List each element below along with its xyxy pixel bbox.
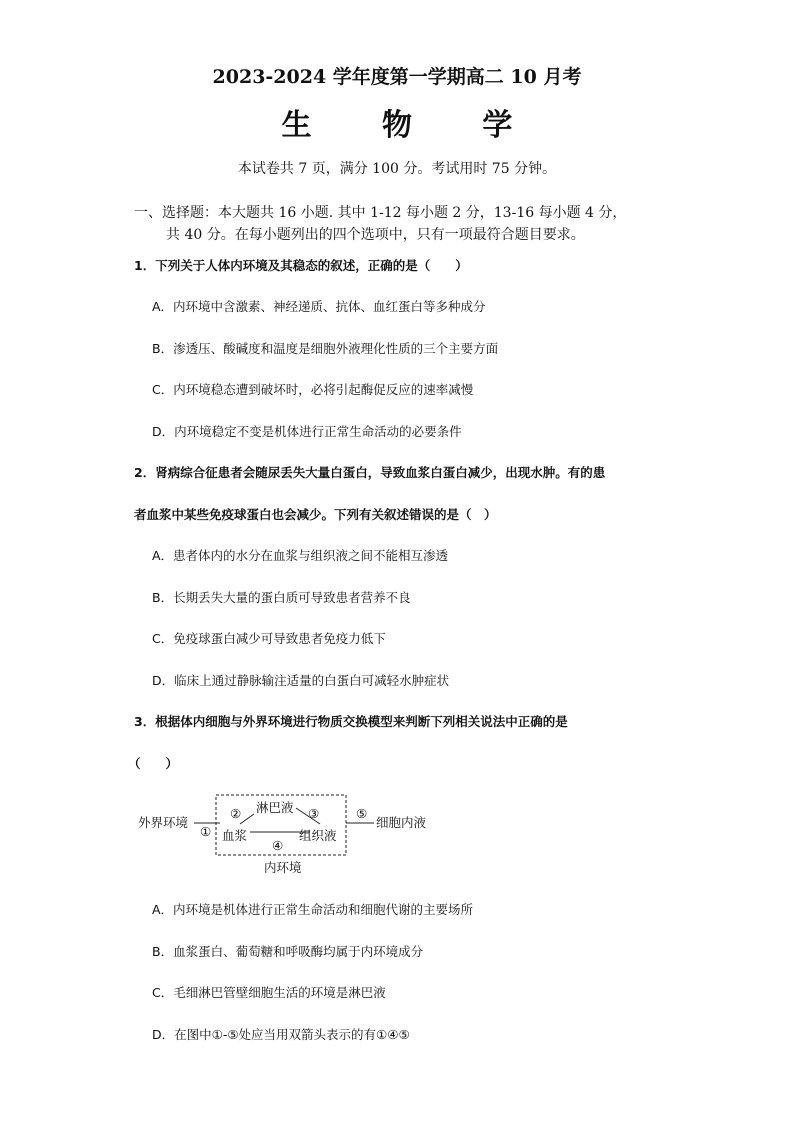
question-3-option-a: A．内环境是机体进行正常生命活动和细胞代谢的主要场所 <box>152 902 474 917</box>
question-3-option-b: B．血浆蛋白、葡萄糖和呼吸酶均属于内环境成分 <box>152 944 424 959</box>
question-2-stem-line2: 者血浆中某些免疫球蛋白也会减少。下列有关叙述错误的是（ ） <box>134 507 497 522</box>
question-1-option-d: D．内环境稳定不变是机体进行正常生命活动的必要条件 <box>152 424 462 439</box>
diagram-intracellular-label: 细胞内液 <box>376 815 427 830</box>
diagram-num-4: ④ <box>272 838 284 853</box>
question-1-option-b: B．渗透压、酸碱度和温度是细胞外液理化性质的三个主要方面 <box>152 341 499 356</box>
exam-info: 本试卷共 7 页，满分 100 分。考试用时 75 分钟。 <box>237 161 557 177</box>
diagram-num-5: ⑤ <box>356 806 368 821</box>
exam-title: 2023-2024 学年度第一学期高二 10 月考 <box>212 66 582 88</box>
question-2-option-b: B．长期丢失大量的蛋白质可导致患者营养不良 <box>152 590 411 605</box>
diagram-tissue-fluid-label: 组织液 <box>299 828 337 843</box>
section-instructions-line1: 一、选择题：本大题共 16 小题. 其中 1-12 每小题 2 分，13-16 每小题 4 分， <box>134 205 627 221</box>
diagram-lymph-label: 淋巴液 <box>256 800 294 815</box>
question-3-option-c: C．毛细淋巴管壁细胞生活的环境是淋巴液 <box>152 985 386 1000</box>
diagram-internal-env-label: 内环境 <box>264 860 302 875</box>
diagram-plasma-label: 血浆 <box>222 828 248 843</box>
question-2-option-c: C．免疫球蛋白减少可导致患者免疫力低下 <box>152 631 386 646</box>
question-3-stem-line1: 3．根据体内细胞与外界环境进行物质交换模型来判断下列相关说法中正确的是 <box>134 714 568 729</box>
diagram-external-label: 外界环境 <box>138 815 189 830</box>
question-2-option-d: D．临床上通过静脉输注适量的白蛋白可减轻水肿症状 <box>152 673 450 688</box>
question-2-stem-line1: 2．肾病综合征患者会随尿丢失大量白蛋白，导致血浆白蛋白减少，出现水肿。有的患 <box>134 465 606 480</box>
question-3-option-d: D．在图中①-⑤处应当用双箭头表示的有①④⑤ <box>152 1027 410 1042</box>
diagram-num-3: ③ <box>308 806 320 821</box>
question-2-option-a: A．患者体内的水分在血浆与组织液之间不能相互渗透 <box>152 548 449 563</box>
question-3-stem-line2: （ ） <box>128 756 179 771</box>
diagram-num-2: ② <box>230 806 242 821</box>
question-1-stem: 1．下列关于人体内环境及其稳态的叙述，正确的是（ ） <box>134 258 468 273</box>
diagram-num-1: ① <box>200 824 212 839</box>
line-plasma-lymph <box>240 814 254 824</box>
exchange-diagram <box>134 790 444 880</box>
question-1-option-c: C．内环境稳态遭到破坏时，必将引起酶促反应的速率减慢 <box>152 382 474 397</box>
question-1-option-a: A．内环境中含激素、神经递质、抗体、血红蛋白等多种成分 <box>152 299 486 314</box>
section-instructions-line2: 共 40 分。在每小题列出的四个选项中，只有一项最符合题目要求。 <box>166 227 585 243</box>
subject-title: 生 物 学 <box>281 108 543 143</box>
